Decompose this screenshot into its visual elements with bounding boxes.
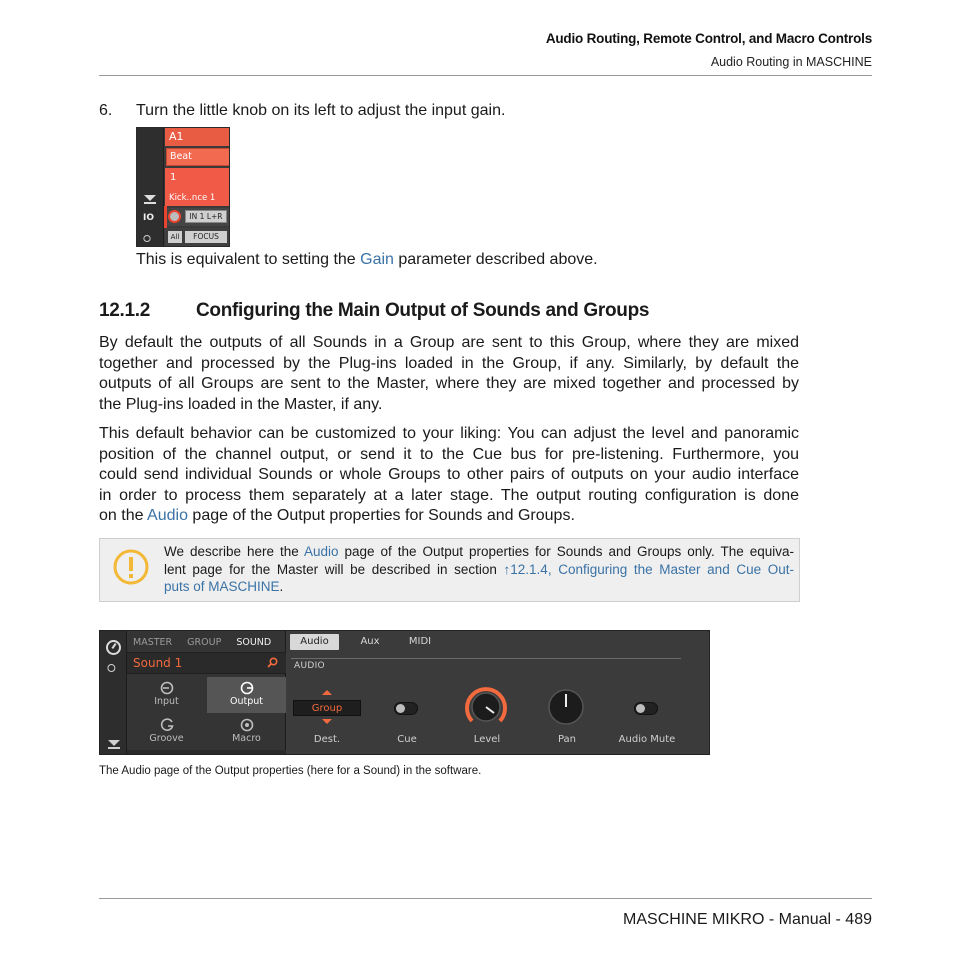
audio-link[interactable]: Audio	[303, 544, 339, 559]
line-text: We describe here the	[164, 544, 304, 559]
paragraph-customize	[99, 424, 799, 527]
arrow-down-bar	[108, 747, 120, 749]
line-text: .	[279, 579, 284, 594]
io-label: IO	[143, 213, 154, 223]
footer-divider	[99, 898, 872, 899]
note-line	[164, 561, 794, 579]
plug-icon: ⭘	[107, 662, 116, 675]
group-label: A1	[165, 128, 230, 146]
property-output	[207, 677, 286, 713]
tab-audio: Audio	[290, 634, 339, 650]
step-number: 6.	[99, 102, 113, 119]
cell-label: Macro	[232, 733, 261, 744]
arrow-up-icon	[322, 690, 332, 695]
level-knob-icon	[462, 683, 510, 731]
section-number: 12.1.2	[99, 300, 151, 321]
sound-selector	[127, 652, 286, 674]
cell-label: Groove	[149, 733, 184, 744]
mixer-screenshot	[136, 127, 230, 247]
audio-link[interactable]: Audio	[147, 507, 188, 524]
gain-knob-icon	[168, 210, 181, 223]
selection-marker	[164, 206, 167, 228]
destination-selector: Group	[293, 700, 361, 716]
mixer-side-strip	[137, 128, 164, 247]
param-label-cue: Cue	[397, 734, 417, 745]
note-text	[164, 543, 794, 596]
page-footer: MASCHINE MIKRO - Manual - 489	[623, 911, 872, 928]
section-heading	[99, 300, 649, 322]
arrow-down-icon	[322, 719, 332, 724]
all-button: All	[168, 231, 182, 243]
input-icon	[160, 681, 174, 695]
paragraph-line	[99, 506, 799, 527]
equivalence-text	[136, 251, 598, 269]
property-macro	[207, 714, 286, 750]
search-icon	[267, 657, 278, 668]
paragraph-line: together and processed by the Plug-ins loaded in the Group, if any. Similarly, by default the	[99, 354, 799, 372]
paragraph-line: in order to process them separately at a later stage. The output routing configuration is done	[99, 486, 799, 504]
sound-pad	[165, 168, 230, 206]
property-input	[127, 677, 206, 713]
section-rule	[291, 658, 681, 659]
running-header-subtitle: Audio Routing in MASCHINE	[710, 55, 872, 69]
side-icon-strip	[100, 631, 127, 755]
section-title: Configuring the Main Output of Sounds and Groups	[196, 300, 650, 321]
tab-sound: SOUND	[236, 637, 272, 648]
tab-midi: MIDI	[408, 636, 432, 647]
tab-group: GROUP	[187, 637, 222, 648]
note-line	[164, 543, 794, 561]
note-line	[164, 578, 794, 596]
step-text: Turn the little knob on its left to adjust the input gain.	[136, 102, 506, 119]
paragraph-line: By default the outputs of all Sounds in a Group are sent to this Group, where they are mixed	[99, 334, 799, 351]
groove-icon	[160, 718, 174, 732]
section-cross-reference-link[interactable]: puts of MASCHINE	[164, 579, 280, 594]
output-properties-screenshot	[99, 630, 710, 755]
line-text: lent page for the Master will be described in section	[164, 561, 504, 577]
line-text: on the	[99, 507, 148, 524]
property-groove	[127, 714, 206, 750]
paragraph-line: This default behavior can be customized to your liking: You can adjust the level and panoramic	[99, 425, 799, 442]
paragraph-line: the Plug-ins loaded in the Master, if any.	[99, 395, 383, 413]
step-item	[99, 102, 505, 120]
group-name: Beat	[166, 148, 230, 166]
pad-number: 1	[170, 172, 177, 183]
input-selector: IN 1 L+R	[185, 210, 227, 223]
paragraph-line: outputs of all Groups are sent to the Master, where they are mixed together and processed by	[99, 375, 799, 392]
plug-icon: ⭘	[143, 234, 151, 245]
cell-label: Output	[230, 696, 263, 707]
param-label-dest: Dest.	[313, 734, 341, 745]
param-label-pan: Pan	[557, 734, 577, 745]
parameter-area	[287, 631, 710, 755]
gain-link[interactable]: Gain	[360, 251, 394, 268]
pan-knob-icon	[542, 683, 590, 731]
cell-label: Input	[154, 696, 179, 707]
tab-master: MASTER	[133, 637, 173, 648]
equiv-before: This is equivalent to setting the	[136, 251, 361, 268]
audio-mute-toggle	[634, 702, 658, 715]
line-text: page of the Output properties for Sounds and Groups only. The equiva-	[338, 544, 794, 559]
arrow-down-icon	[108, 740, 120, 746]
pad-name: Kick..nce 1	[169, 193, 216, 203]
param-label-level: Level	[473, 734, 501, 745]
macro-icon	[240, 718, 254, 732]
param-label-audio-mute: Audio Mute	[618, 734, 676, 745]
tab-aux: Aux	[360, 636, 380, 647]
sound-name: Sound 1	[133, 656, 183, 670]
cue-toggle	[394, 702, 418, 715]
running-header-title: Audio Routing, Remote Control, and Macro Controls	[545, 31, 872, 46]
paragraph-line: position of the channel output, or send it to the Cue bus for pre-listening. Furthermore, you	[99, 445, 799, 463]
section-cross-reference-link[interactable]: ↑12.1.4, Configuring the Master and Cue Out-	[503, 561, 794, 577]
header-divider	[99, 75, 872, 76]
arrow-down-icon	[144, 195, 156, 201]
properties-navigator	[127, 631, 286, 755]
paragraph-default-outputs	[99, 333, 799, 415]
level-tabs	[133, 637, 283, 648]
focus-button: FOCUS	[185, 231, 227, 243]
line-text: page of the Output properties for Sounds and Groups.	[187, 507, 575, 524]
equiv-after: parameter described above.	[393, 251, 598, 268]
properties-icon	[106, 640, 121, 655]
figure-caption: The Audio page of the Output properties (here for a Sound) in the software.	[99, 765, 482, 777]
note-box	[99, 538, 800, 602]
arrow-down-bar	[144, 202, 156, 204]
exclamation-icon	[112, 548, 150, 586]
paragraph-line: could send individual Sounds or whole Groups to other pairs of outputs on your audio interface	[99, 466, 799, 483]
output-icon	[240, 681, 254, 695]
section-label: AUDIO	[294, 661, 325, 671]
navigator-footer	[127, 750, 286, 755]
